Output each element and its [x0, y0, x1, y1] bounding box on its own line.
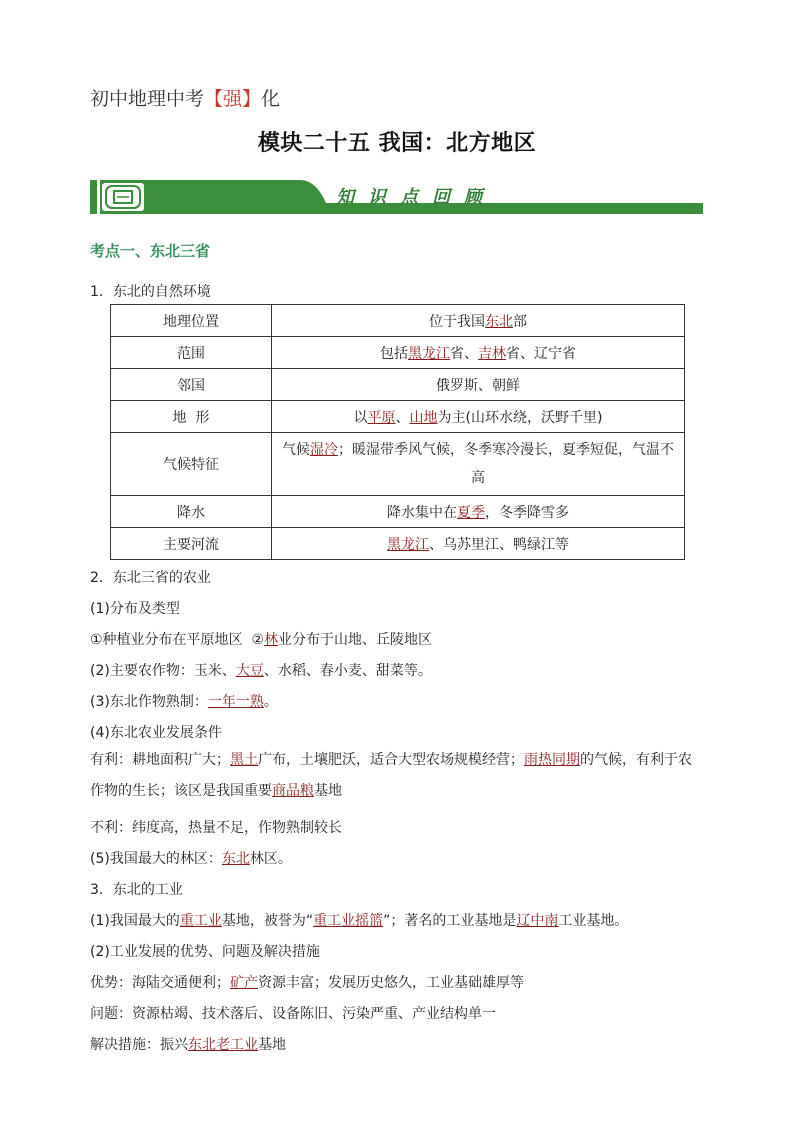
table-value: 包括黑龙江省、吉林省、辽宁省 [272, 337, 685, 369]
environment-table [110, 304, 685, 560]
table-key: 地 形 [111, 401, 272, 433]
table-row [111, 369, 685, 401]
industry-solutions: 解决措施：振兴东北老工业基地 [90, 1037, 286, 1053]
agri-conditions: (4)东北农业发展条件 [90, 725, 222, 741]
table-key: 范围 [111, 337, 272, 369]
table-row [111, 305, 685, 337]
table-row [111, 433, 685, 496]
industry-problems: 问题：资源枯竭、技术落后、设备陈旧、污染严重、产业结构单一 [90, 1006, 496, 1022]
table-value: 位于我国东北部 [272, 305, 685, 337]
banner-label: 知识点回顾 [336, 187, 496, 208]
table-value: 降水集中在夏季，冬季降雪多 [272, 496, 685, 528]
table-row [111, 401, 685, 433]
table-row [111, 496, 685, 528]
series-title-text: 初中地理中考 [90, 88, 205, 110]
agri-distribution: (1)分布及类型 [90, 601, 180, 617]
largest-forest: (5)我国最大的林区：东北林区。 [90, 851, 292, 867]
agri-advantages: 有利：耕地面积广大；黑土广布，土壤肥沃，适合大型农场规模经营；雨热同期的气候，有利于农作物的生长；该区是我国重要商品粮基地 [90, 752, 692, 799]
heading-1: 1．东北的自然环境 [90, 284, 211, 300]
table-key: 邻国 [111, 369, 272, 401]
table-row [111, 337, 685, 369]
main-crops: (2)主要农作物：玉米、大豆、水稻、春小麦、甜菜等。 [90, 663, 432, 679]
table-value: 俄罗斯、朝鲜 [272, 369, 685, 401]
heading-3: 3．东北的工业 [90, 882, 183, 898]
series-title [90, 84, 280, 111]
industry-development: (2)工业发展的优势、问题及解决措施 [90, 944, 320, 960]
table-value: 以平原、山地为主(山环水绕，沃野千里) [272, 401, 685, 433]
page-title: 模块二十五 我国：北方地区 [257, 131, 537, 156]
agri-types: ①种植业分布在平原地区 ②林业分布于山地、丘陵地区 [90, 632, 433, 648]
table-row [111, 528, 685, 560]
table-key: 降水 [111, 496, 272, 528]
heading-2: 2．东北三省的农业 [90, 570, 211, 586]
table-key: 气候特征 [111, 433, 272, 496]
section-banner [90, 180, 703, 214]
series-title-highlight: 【强】 [204, 88, 262, 110]
table-value: 黑龙江、乌苏里江、鸭绿江等 [272, 528, 685, 560]
industry-advantages: 优势：海陆交通便利；矿产资源丰富；发展历史悠久，工业基础雄厚等 [90, 975, 524, 991]
industry-base: (1)我国最大的重工业基地，被誉为“重工业摇篮”；著名的工业基地是辽中南工业基地。 [90, 913, 629, 929]
section-title: 考点一、东北三省 [90, 242, 211, 260]
series-title-suffix: 化 [261, 88, 281, 110]
table-value: 气候湿冷；暖湿带季风气候，冬季寒冷漫长，夏季短促，气温不高 [272, 433, 685, 496]
table-key: 主要河流 [111, 528, 272, 560]
agri-disadvantages: 不利：纬度高，热量不足，作物熟制较长 [90, 820, 342, 836]
table-key: 地理位置 [111, 305, 272, 337]
crop-cycle: (3)东北作物熟制：一年一熟。 [90, 694, 278, 710]
